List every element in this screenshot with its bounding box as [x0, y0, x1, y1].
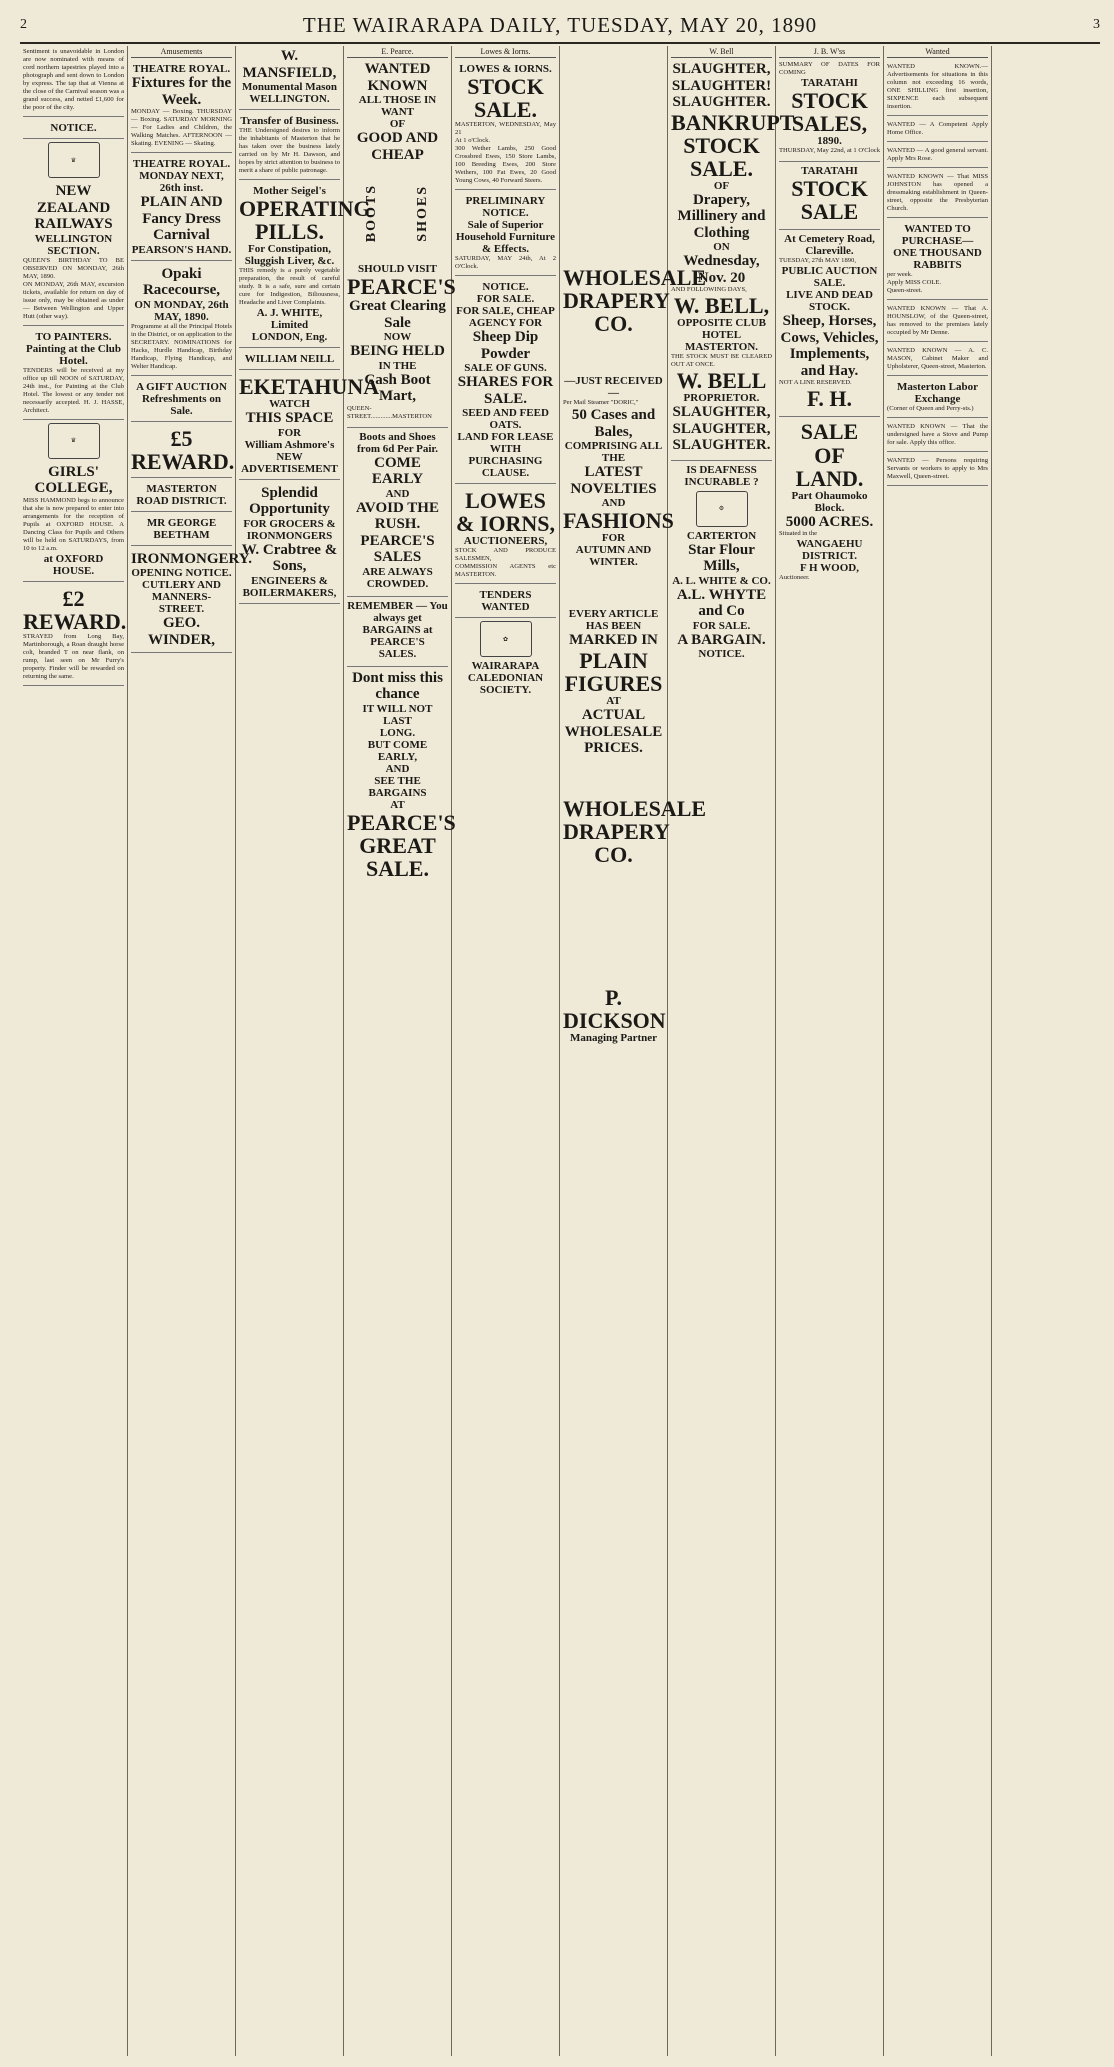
auctioneer: Auctioneer.: [779, 574, 810, 582]
proprietor: PROPRIETOR.: [683, 392, 760, 405]
cases-bales: 50 Cases and Bales,: [571, 407, 656, 440]
slaughter-4: SLAUGHTER,: [672, 404, 771, 421]
column-header: W. Bell: [671, 46, 772, 58]
queen-street: Queen-street.: [887, 287, 923, 294]
fixtures-heading: Fixtures for the Week.: [131, 75, 232, 108]
tenders: TENDERS WANTED: [479, 589, 532, 614]
column-8: [776, 46, 884, 2056]
bargain: A BARGAIN.: [677, 631, 766, 648]
actual: ACTUAL: [581, 707, 646, 724]
slaughter-6: SLAUGHTER.: [672, 437, 771, 454]
commission: COMMISSION AGENTS etc MASTERTON.: [455, 563, 556, 579]
wednesday: Wednesday, Nov. 20: [683, 253, 760, 286]
coat-of-arms-icon: ♛: [48, 142, 100, 178]
slaughter-1: SLAUGHTER,: [672, 61, 771, 77]
summary: SUMMARY OF DATES FOR COMING: [779, 61, 880, 76]
notice: NOTICE.: [482, 281, 529, 294]
wanted-ad: WANTED KNOWN — That MISS JOHNSTON has opened a dressmaking establishment in Queen-street, opposite the Presbyterian Church.: [887, 173, 988, 212]
of-text: OF: [713, 179, 730, 192]
theatre-heading: THEATRE ROYAL.: [132, 63, 231, 75]
for-text: FOR: [601, 532, 626, 545]
dont-miss: Dont miss this chance: [352, 669, 443, 703]
monday-next: MONDAY NEXT, 26th inst.: [139, 170, 224, 194]
see-bargains: SEE THE BARGAINS: [368, 774, 427, 799]
pearsons-band: PEARSON'S HAND.: [131, 243, 232, 256]
beetham-heading: MR GEORGE BEETHAM: [146, 516, 217, 541]
wangaehu: WANGAEHU DISTRICT.: [796, 538, 863, 563]
per-mail: Per Mail Steamer "DORIC,": [563, 399, 639, 407]
al-whyte: A.L. WHYTE and Co: [676, 586, 767, 620]
situated: Situated in the: [779, 530, 818, 538]
seed-oats: SEED AND FEED OATS.: [462, 407, 549, 432]
reward-text: STRAYED from Long Bay, Martinborough, a Roan draught horse colt, branded T on near flank, on rump, last seen on Mr Furry's property. Finder will be rewarded on returning the same.: [23, 632, 124, 680]
road-district: MASTERTON ROAD DISTRICT.: [136, 482, 227, 507]
mansfield-heading: W. MANSFIELD,: [242, 48, 337, 81]
operating-heading: OPERATING: [239, 196, 371, 221]
boots-6d: Boots and Shoes from 6d Per Pair.: [356, 430, 439, 455]
public-auction: PUBLIC AUCTION SALE.: [781, 265, 878, 290]
just-received: —JUST RECEIVED—: [564, 375, 663, 400]
ohaumoko: Part Ohaumoko Block.: [791, 489, 868, 514]
caledonian: WAIRARAPA CALEDONIAN SOCIETY.: [467, 660, 544, 697]
pearces: PEARCE'S: [347, 274, 456, 299]
column-header: Lowes & Iorns.: [455, 46, 556, 58]
managing-partner: Managing Partner: [569, 1032, 658, 1045]
geo-winder: GEO. WINDER,: [147, 615, 216, 648]
shares: SHARES FOR SALE.: [457, 374, 554, 407]
wanted-ad: WANTED KNOWN.—Advertisements for situations in this column not exceeding 16 words, ONE SHILLING first insertion, SIXPENCE each subsequent insertion.: [887, 63, 988, 110]
section-heading: WELLINGTON SECTION.: [34, 232, 113, 257]
carterton: CARTERTON: [686, 529, 757, 542]
year: 1890.: [817, 135, 842, 148]
coat-of-arms-icon: ♛: [48, 423, 100, 459]
transfer-text: THE Undersigned desires to inform the inhabitants of Masterton that he has taken over the business lately carried on by Mr H. Dawson, and hopes by strict attention to business to merit a share of public patronage.: [239, 127, 340, 174]
fixtures-text: MONDAY — Boxing. THURSDAY — Boxing. SATURDAY MORNING — For Ladies and Children, the Walking Matches. AFTERNOON — Skating. EVENING — Skating.: [131, 108, 232, 147]
sale-heading: SALE: [800, 419, 859, 445]
stock-cleared: THE STOCK MUST BE CLEARED OUT AT ONCE.: [671, 353, 772, 369]
page-number-left: 2: [20, 17, 27, 32]
bargains: BARGAINS at PEARCE'S: [362, 623, 433, 648]
every-article: EVERY ARTICLE HAS BEEN: [568, 608, 659, 633]
theatre-heading: THEATRE ROYAL.: [132, 158, 231, 170]
co-2: CO.: [594, 841, 633, 867]
column-header: Amusements: [131, 46, 232, 58]
wanted-ad: WANTED KNOWN — That A. HOUNSLOW, of the Queen-street, has removed to the premises lately occupied by Mr Denne.: [887, 305, 988, 336]
star-flour: Star Flour Mills,: [688, 541, 755, 575]
page-number-right: 3: [1092, 17, 1100, 32]
this-space: THIS SPACE: [245, 410, 334, 427]
column-header: J. B. W'ss: [779, 46, 880, 58]
stock-produce: STOCK AND PRODUCE SALESMEN,: [455, 547, 556, 563]
avoid-rush: AVOID THE RUSH.: [356, 499, 439, 533]
column-header: Wanted: [887, 46, 988, 58]
neill-heading: WILLIAM NEILL: [244, 353, 335, 366]
newspaper-title: THE WAIRARAPA DAILY, TUESDAY, MAY 20, 1890: [302, 12, 818, 37]
wholesale-prices: WHOLESALE PRICES.: [564, 723, 663, 757]
shoes-text: SHOES: [414, 184, 430, 242]
dickson: P. DICKSON: [563, 984, 666, 1033]
opposite: OPPOSITE CLUB HOTEL: [677, 317, 766, 342]
marked-in: MARKED IN: [569, 632, 658, 649]
reward-5-heading: £5 REWARD.: [131, 425, 235, 474]
for-sale: FOR SALE.: [476, 293, 535, 306]
wellington: WELLINGTON.: [249, 93, 330, 105]
w-bell-2: W. BELL: [676, 368, 767, 394]
gift-auction: A GIFT AUCTION: [136, 380, 227, 393]
at-text: AT: [606, 695, 621, 708]
preliminary: PRELIMINARY NOTICE.: [465, 195, 546, 220]
sale-time: At 1 o'Clock.: [455, 137, 491, 145]
mill-emblem-icon: ⚙: [696, 491, 748, 527]
drapery-2: DRAPERY: [563, 818, 670, 844]
slaughter-2: SLAUGHTER!: [671, 77, 772, 94]
engineers: ENGINEERS & BOILERMAKERS,: [242, 574, 337, 599]
auctioneers: AUCTIONEERS,: [463, 535, 548, 548]
column-header: E. Pearce.: [347, 46, 448, 58]
oxford-house: at OXFORD HOUSE.: [43, 552, 104, 577]
drapery-clothing: Drapery, Millinery and Clothing: [677, 191, 766, 241]
sheep-dip: Sheep Dip Powder: [472, 329, 539, 362]
column-10: [992, 46, 1100, 2056]
plain-figures: PLAIN FIGURES: [564, 647, 663, 696]
boots-text: BOOTS: [364, 183, 380, 243]
sales: SALES.: [378, 647, 417, 660]
stock-list: 300 Wether Lambs, 250 Good Crossbred Ewes, 150 Store Lambs, 100 Breeding Ewes, 200 Store Wethers, 100 Fat Ewes, 20 Good Young Cows, 40 Forward Steers.: [455, 145, 556, 185]
drapery: DRAPERY: [563, 288, 670, 314]
opening-notice: OPENING NOTICE.: [131, 567, 232, 580]
w-bell: W. BELL,: [673, 293, 770, 319]
column-4: [344, 46, 456, 2056]
great-clearing: Great Clearing Sale: [349, 298, 446, 331]
agency-for: AGENCY FOR: [468, 317, 543, 330]
lowes-iorns-big: LOWES & IORNS,: [455, 488, 555, 537]
pills-heading: PILLS.: [254, 219, 325, 245]
labour-exchange: Masterton Labor Exchange: [897, 381, 978, 405]
column-6: [560, 46, 707, 2056]
painters-text: TENDERS will be received at my office up till NOON of SATURDAY, 24th inst., for Painting at the Club Hotel. The lowest or any tender not necessarily accepted. H. J. HASSE, Architect.: [23, 366, 124, 414]
cemetery: At Cemetery Road, Clareville.: [784, 233, 875, 258]
land-lease: LAND FOR LEASE: [457, 431, 554, 444]
at-text: AT: [390, 798, 405, 811]
come-early: COME EARLY: [371, 454, 424, 488]
seigel-heading: Mother Seigel's: [253, 185, 326, 197]
race-date: ON MONDAY, 26th MAY, 1890.: [134, 298, 229, 323]
ironmongery-heading: IRONMONGERY.: [131, 550, 253, 567]
autumn-winter: AUTUMN AND WINTER.: [575, 544, 652, 569]
live-dead: LIVE AND DEAD STOCK.: [786, 289, 873, 314]
pills-text: THIS remedy is a purely vegetable preparation, the result of careful study. It is a safe, sure and certain cure for Indigestion, Biliousness, Headache and Liver Complaints.: [239, 267, 340, 307]
columns: [20, 46, 1100, 2056]
pearces-sales: PEARCE'S SALES: [360, 532, 435, 566]
stock-sales: STOCK SALES,: [791, 88, 868, 137]
for-text: FOR: [277, 426, 302, 439]
fh: F. H.: [806, 386, 853, 412]
no-reserve: NOT A LINE RESERVED.: [779, 379, 852, 387]
slaughter-3: SLAUGHTER.: [672, 94, 771, 110]
crowded: ARE ALWAYS CROWDED.: [362, 565, 433, 590]
sale-of-guns: SALE OF GUNS.: [464, 362, 547, 375]
thursday: THURSDAY, May 22nd, at 1 O'Clock: [779, 147, 881, 155]
all-those: ALL THOSE IN WANT: [358, 94, 437, 118]
slaughter-5: SLAUGHTER,: [672, 420, 771, 437]
masterton: MASTERTON.: [684, 341, 759, 354]
wanted-ad: WANTED — A Competent Apply Home Office.: [887, 121, 988, 136]
column-2: [128, 46, 253, 2056]
painters-heading: TO PAINTERS.: [35, 330, 112, 343]
refreshments: Refreshments on Sale.: [142, 392, 221, 417]
following: AND FOLLOWING DAYS,: [671, 286, 747, 294]
column-1: [20, 46, 128, 2056]
per-week: per week.: [887, 271, 913, 278]
sale-date: MASTERTON, WEDNESDAY, May 21: [455, 121, 556, 137]
news-paragraph: Sentiment is unavoidable in London are now nominated with means of cord northern tapestries played into a photograph and sent down to London by express. The tap that at Vienna at the close of the Carnival season was a grand success, and netted £1,600 for the poor of the city.: [23, 48, 124, 111]
wanted-ad: WANTED KNOWN — A. C. MASON, Cabinet Maker and Upholsterer, Queen-street, Masterton.: [887, 347, 988, 370]
mason-sub: Monumental Mason: [241, 81, 338, 93]
and-text: AND: [601, 497, 626, 510]
excursion-text: ON MONDAY, 26th MAY, excursion tickets, available for return on day of issue only, may be obtained as under — Between Wellington and Upper Hutt (other way).: [23, 280, 124, 320]
comprising: COMPRISING ALL THE: [564, 440, 663, 465]
and-text: AND: [385, 487, 410, 500]
will-not-last: IT WILL NOT LAST: [362, 702, 433, 727]
purchasing: WITH PURCHASING CLAUSE.: [468, 443, 543, 480]
painting-heading: Painting at the Club Hotel.: [25, 342, 122, 367]
tuesday: TUESDAY, 27th MAY 1890,: [779, 257, 857, 265]
for-sale: FOR SALE.: [692, 619, 751, 632]
acres: 5000 ACRES.: [785, 513, 874, 530]
girls-college-heading: GIRLS' COLLEGE,: [34, 463, 113, 496]
race-text: Programme at all the Principal Hotels in the District, or on application to the SECRETARY. NOMINATIONS for Hacks, Hurdle Handicap, Birthday Handicap, Flying Handicap, and Welter Handicap.: [131, 322, 232, 370]
transfer-heading: Transfer of Business.: [240, 115, 339, 127]
ashmore: William Ashmore's: [244, 438, 335, 451]
queen-street: QUEEN-STREET.............MASTERTON: [347, 404, 432, 420]
horses: Sheep, Horses, Cows, Vehicles, Implements, and Hay.: [780, 313, 879, 379]
good-cheap: GOOD AND CHEAP: [356, 130, 439, 163]
constipation: For Constipation, Sluggish Liver, &c.: [244, 243, 335, 268]
london: LONDON, Eng.: [251, 331, 328, 344]
column-9: [884, 46, 992, 2056]
watch: WATCH: [269, 398, 310, 411]
pearce-final: PEARCE'S: [347, 809, 456, 835]
household-date: SATURDAY, MAY 24th, At 2 O'Clock.: [455, 255, 556, 271]
fashions: FASHIONS: [563, 508, 674, 534]
stock-sale: STOCK SALE: [791, 176, 868, 225]
queens-birthday-notice: QUEEN'S BIRTHDAY TO BE OBSERVED ON MONDAY, 26th MAY, 1890.: [23, 256, 124, 280]
deafness: IS DEAFNESS INCURABLE ?: [684, 463, 759, 488]
taratahi: TARATAHI: [801, 77, 858, 89]
apply: Apply MISS COLE.: [887, 279, 942, 286]
rabbits: ONE THOUSAND RABBITS: [893, 247, 982, 271]
in-the: IN THE: [378, 359, 417, 372]
column-5: [452, 46, 560, 2056]
splendid-heading: Splendid Opportunity: [249, 484, 330, 518]
wanted-ad: WANTED — A good general servant. Apply Mrs Rose.: [887, 147, 988, 162]
wanted-ad: WANTED KNOWN — That the undersigned have a Stove and Pump for sale. Apply this office.: [887, 423, 988, 446]
eketahuna-heading: EKETAHUNA: [239, 374, 380, 400]
wholesale: WHOLESALE: [563, 265, 707, 290]
crabtree: W. Crabtree & Sons,: [241, 541, 338, 575]
society-emblem-icon: ✿: [480, 621, 532, 657]
wanted-known: WANTED KNOWN: [364, 61, 431, 94]
remember: REMEMBER — You always get: [347, 599, 448, 624]
carnival-heading: PLAIN AND Fancy Dress Carnival: [140, 194, 223, 243]
opaki-heading: Opaki Racecourse,: [142, 265, 221, 298]
nz-railways-heading: NEW ZEALAND RAILWAYS: [34, 183, 113, 232]
long: LONG.: [379, 726, 416, 739]
white-limited: A. J. WHITE, Limited: [256, 307, 323, 332]
wholesale-2: WHOLESALE: [563, 795, 707, 821]
cash-boot: Cash Boot Mart,: [364, 371, 431, 405]
to-purchase: WANTED TO PURCHASE—: [901, 223, 974, 247]
latest-novelties: LATEST NOVELTIES: [570, 464, 657, 497]
labour-sub: (Corner of Queen and Perry-sts.): [887, 405, 974, 412]
white-co: A. L. WHITE & CO.: [672, 574, 771, 587]
stock-sale-heading: STOCK SALE.: [467, 74, 544, 123]
college-text: MISS HAMMOND begs to announce that she is now prepared to enter into arrangements for the reception of Pupils at OXFORD HOUSE. A Dancing Class for Pupils and Others will be held on SATURDAYS, from 10 to 12 a.m.: [23, 496, 124, 552]
should-visit: SHOULD VISIT: [358, 263, 437, 275]
masthead: [20, 8, 1100, 44]
now: NOW: [383, 331, 412, 344]
of-land: OF LAND.: [795, 442, 864, 491]
fh-wood: F H WOOD,: [800, 562, 859, 575]
grocers: FOR GROCERS & IRONMONGERS: [243, 517, 336, 542]
great-sale: GREAT SALE.: [359, 832, 436, 881]
reward-heading: £2 REWARD.: [23, 585, 127, 634]
notice-heading: NOTICE.: [50, 122, 97, 134]
notice: NOTICE.: [698, 648, 745, 661]
cutlery: CUTLERY AND MANNERS-STREET.: [142, 579, 221, 616]
new-ad: NEW ADVERTISEMENT: [241, 450, 338, 475]
but-come: BUT COME EARLY,: [367, 738, 428, 763]
lowes-iorns: LOWES & IORNS.: [459, 63, 552, 75]
household-sale: Sale of Superior Household Furniture & Effects.: [455, 219, 556, 256]
taratahi-2: TARATAHI: [801, 165, 858, 178]
being-held: BEING HELD: [350, 343, 445, 360]
co: CO.: [594, 311, 633, 337]
of-text: OF: [389, 118, 406, 130]
wanted-ad: WANTED — Persons requiring Servants or workers to apply to Mrs Maxwell, Queen-street.: [887, 457, 988, 480]
and-text-2: AND: [385, 762, 410, 775]
bankrupt: BANKRUPT STOCK SALE.: [671, 109, 795, 181]
for-sale-cheap: FOR SALE, CHEAP: [456, 305, 555, 318]
on-text: ON: [713, 241, 730, 254]
